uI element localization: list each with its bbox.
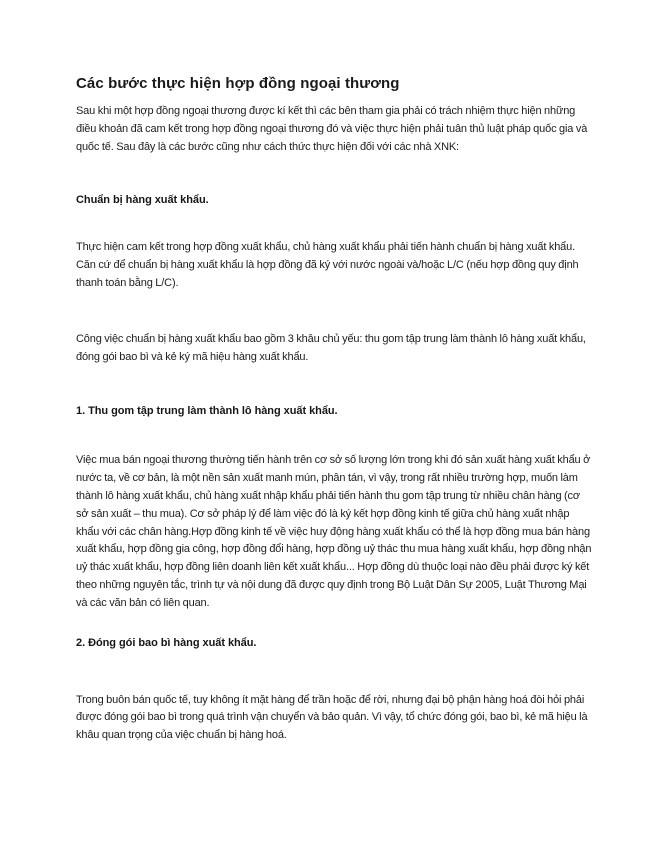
prepare-paragraph-three-stages: Công việc chuẩn bị hàng xuất khẩu bao gồm 3 khâu chủ yếu: thu gom tập trung làm thành lô hàng xuất khẩu, đóng gói bao bì và kẻ ký mã hiệu hàng xuất khẩu. [76, 332, 586, 363]
heading-step2-packing: 2. Đóng gói bao bì hàng xuất khẩu. [76, 636, 257, 649]
heading-step1-collect-goods: 1. Thu gom tập trung làm thành lô hàng xuất khẩu. [76, 405, 338, 418]
heading-prepare-export-goods: Chuẩn bị hàng xuất khẩu. [76, 194, 209, 207]
document-title: Các bước thực hiện hợp đồng ngoại thương [76, 75, 400, 92]
step1-body-paragraph: Việc mua bán ngoại thương thường tiến hành trên cơ sở số lượng lớn trong khi đó sản xuất hàng xuất khẩu ở nước ta, về cơ bản, là một nền sản xuất manh mún, phân tán, vì vậy, trong rất nhiều trường hợp, muốn làm thành lô hàng xuất khẩu, chủ hàng xuất nhập khẩu phải tiến hành thu gom tập trung từ nhiều chân hàng (cơ sở sản xuất – thu mua). Cơ sở pháp lý để làm việc đó là ký kết hợp đồng kinh tế giữa chủ hàng xuất nhập khẩu với các chân hàng.Hợp đồng kinh tế về việc huy động hàng xuất khẩu có thể là hợp đồng mua bán hàng xuất khẩu, hợp đồng gia công, hợp đồng đổi hàng, hợp đồng uỷ thác thu mua hàng xuất khẩu, hợp đồng nhận uỷ thác xuất khẩu, hợp đồng liên doanh liên kết xuất khẩu... Hợp đồng dù thuộc loại nào đều phải được ký kết theo những nguyên tắc, trình tự và nội dung đã được quy định trong Bộ Luật Dân Sự 2005, Luật Thương Mại và các văn bản có liên quan. [76, 454, 592, 609]
prepare-paragraph-commitment: Thực hiện cam kết trong hợp đồng xuất khẩu, chủ hàng xuất khẩu phải tiến hành chuẩn bị hàng xuất khẩu. Căn cứ để chuẩn bị hàng xuất khẩu là hợp đồng đã ký với nước ngoài và/hoặc L/C (nếu hợp đồng quy định thanh toán bằng L/C). [76, 241, 579, 289]
document-content [76, 74, 594, 745]
step2-body-paragraph: Trong buôn bán quốc tế, tuy không ít mặt hàng để trần hoặc để rời, nhưng đại bộ phận hàng hoá đòi hỏi phải được đóng gói bao bì trong quá trình vận chuyển và bảo quản. Vì vậy, tổ chức đóng gói, bao bì, kẻ mã hiệu là khâu quan trọng của việc chuẩn bị hàng hoá. [76, 693, 588, 742]
intro-paragraph: Sau khi một hợp đồng ngoại thương được kí kết thì các bên tham gia phải có trách nhiệm thực hiện những điều khoản đã cam kết trong hợp đồng ngoại thương đó và việc thực hiện phải tuân thủ luật pháp quốc gia và quốc tế. Sau đây là các bước cũng như cách thức thực hiện đối với các nhà XNK: [76, 105, 588, 153]
